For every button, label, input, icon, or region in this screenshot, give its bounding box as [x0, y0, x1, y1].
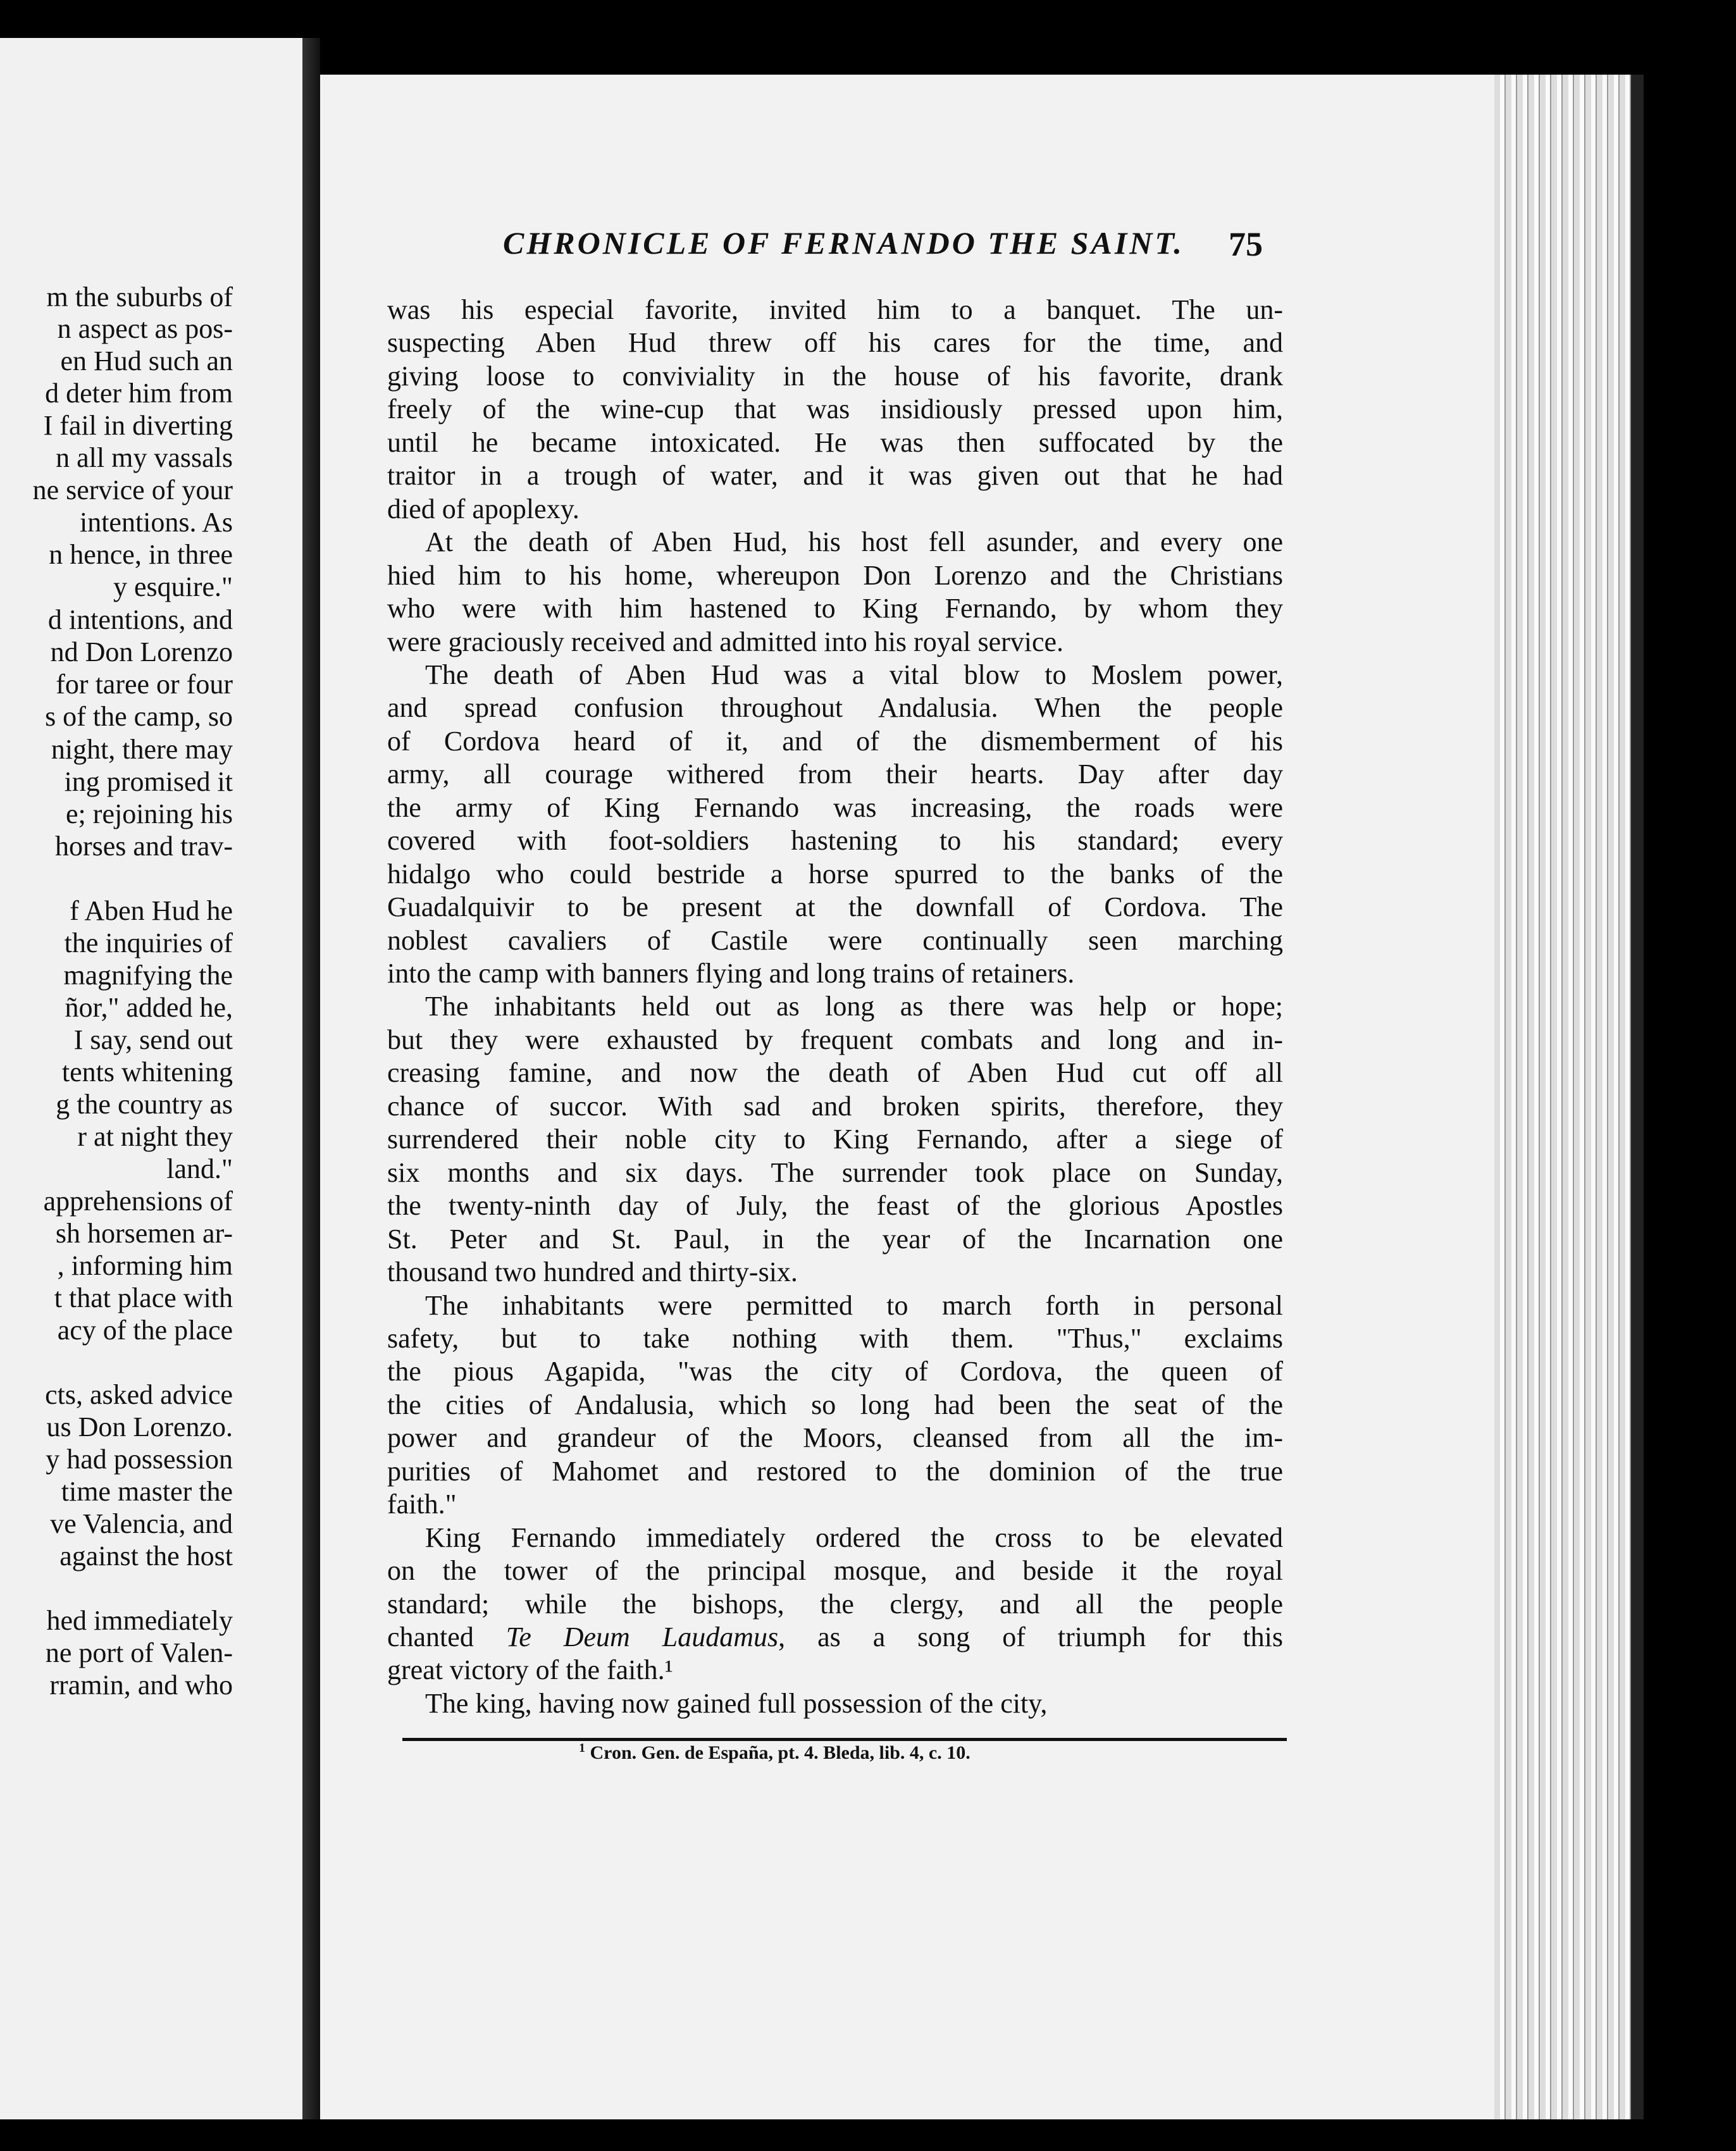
body-line: Guadalquivir to be present at the downfall of Cordova. The: [387, 891, 1283, 922]
left-page-line: for taree or four: [56, 669, 233, 700]
body-line: purities of Mahomet and restored to the dominion of the true: [387, 1456, 1283, 1487]
left-page-line: night, there may: [51, 734, 233, 765]
body-line: freely of the wine-cup that was insidiously pressed upon him,: [387, 394, 1283, 425]
body-line: the pious Agapida, "was the city of Cordova, the queen of: [387, 1356, 1283, 1387]
body-line: was his especial favorite, invited him to a banquet. The un-: [387, 294, 1283, 325]
left-page-line: f Aben Hud he: [70, 895, 233, 926]
left-page-line: I fail in diverting: [43, 410, 233, 441]
body-line: The inhabitants were permitted to march forth in personal: [425, 1290, 1283, 1321]
left-page-line: land.": [166, 1153, 233, 1184]
body-line: into the camp with banners flying and long trains of retainers.: [387, 958, 1075, 989]
body-line: hied him to his home, whereupon Don Lorenzo and the Christians: [387, 560, 1283, 591]
left-page-line: n all my vassals: [56, 442, 233, 473]
body-line: but they were exhausted by frequent combats and long and in-: [387, 1024, 1283, 1055]
body-line: giving loose to conviviality in the house of his favorite, drank: [387, 361, 1283, 392]
body-line: standard; while the bishops, the clergy, and all the people: [387, 1589, 1283, 1620]
left-page-line: r at night they: [77, 1121, 233, 1152]
left-page-line: ñor," added he,: [65, 992, 233, 1023]
left-page-line: ne port of Valen-: [45, 1637, 233, 1668]
left-page-line: hed immediately: [46, 1605, 233, 1636]
body-line: At the death of Aben Hud, his host fell asunder, and every one: [425, 526, 1283, 557]
left-page-line: sh horsemen ar-: [55, 1218, 233, 1249]
body-line: faith.": [387, 1489, 457, 1520]
footnote: [579, 1741, 970, 1764]
left-page-line: us Don Lorenzo.: [46, 1411, 233, 1442]
left-page-line: ing promised it: [64, 766, 233, 797]
left-page-line: cts, asked advice: [45, 1379, 233, 1410]
body-line: King Fernando immediately ordered the cross to be elevated: [425, 1522, 1283, 1553]
left-page-line: against the host: [59, 1540, 233, 1571]
left-page-line: nd Don Lorenzo: [50, 636, 233, 667]
left-page-line: e; rejoining his: [66, 798, 233, 829]
left-page-line: apprehensions of: [43, 1186, 233, 1217]
left-page-line: y had possession: [46, 1444, 233, 1475]
body-line: chance of succor. With sad and broken spirits, therefore, they: [387, 1091, 1283, 1122]
left-page-line: acy of the place: [57, 1315, 233, 1346]
body-line: the twenty-ninth day of July, the feast of the glorious Apostles: [387, 1190, 1283, 1221]
body-line: thousand two hundred and thirty-six.: [387, 1256, 798, 1287]
body-line: on the tower of the principal mosque, and beside it the royal: [387, 1555, 1283, 1586]
body-line: army, all courage withered from their hearts. Day after day: [387, 759, 1283, 790]
body-line: suspecting Aben Hud threw off his cares for the time, and: [387, 327, 1283, 358]
body-line: the army of King Fernando was increasing, the roads were: [387, 792, 1283, 823]
body-line: chanted Te Deum Laudamus, as a song of triumph for this: [387, 1621, 1284, 1652]
left-page-line: n hence, in three: [49, 539, 233, 570]
page-number: 75: [1229, 225, 1263, 263]
body-line: the cities of Andalusia, which so long had been the seat of the: [387, 1389, 1283, 1420]
latin-phrase: Te Deum Laudamus: [505, 1621, 779, 1652]
left-page-line: , informing him: [57, 1250, 233, 1281]
book-gutter: [302, 38, 320, 2119]
left-page-line: magnifying the: [63, 960, 233, 991]
left-page-line: horses and trav-: [54, 831, 233, 862]
body-line: covered with foot-soldiers hastening to his standard; every: [387, 825, 1283, 856]
body-line: St. Peter and St. Paul, in the year of the Incarnation one: [387, 1224, 1283, 1255]
edge-shadow: [1631, 75, 1644, 2119]
body-line: surrendered their noble city to King Fernando, after a siege of: [387, 1124, 1283, 1155]
left-page-line: t that place with: [54, 1282, 233, 1313]
body-line: The death of Aben Hud was a vital blow to Moslem power,: [425, 659, 1283, 690]
footnote-marker: 1: [579, 1741, 585, 1755]
body-line: creasing famine, and now the death of Aben Hud cut off all: [387, 1057, 1283, 1088]
left-page-line: intentions. As: [79, 507, 233, 538]
body-line: of Cordova heard of it, and of the dismemberment of his: [387, 726, 1283, 757]
left-page-line: s of the camp, so: [45, 701, 233, 732]
left-page-line: ne service of your: [32, 474, 233, 505]
left-page-line: d deter him from: [45, 378, 233, 409]
body-line: six months and six days. The surrender took place on Sunday,: [387, 1157, 1283, 1188]
running-head: CHRONICLE OF FERNANDO THE SAINT.: [503, 225, 1184, 261]
body-line: were graciously received and admitted into his royal service.: [387, 626, 1064, 657]
body-line: safety, but to take nothing with them. "Thus," exclaims: [387, 1323, 1283, 1354]
left-page: [0, 38, 304, 2119]
footnote-text: Cron. Gen. de España, pt. 4. Bleda, lib. 4, c. 10.: [590, 1742, 970, 1763]
body-line: noblest cavaliers of Castile were continually seen marching: [387, 925, 1283, 956]
body-line: power and grandeur of the Moors, cleansed from all the im-: [387, 1422, 1283, 1453]
left-page-line: g the country as: [56, 1089, 233, 1120]
body-line: and spread confusion throughout Andalusia. When the people: [387, 692, 1283, 723]
left-page-line: y esquire.": [113, 571, 233, 602]
left-page-line: rramin, and who: [49, 1670, 233, 1701]
body-line: until he became intoxicated. He was then suffocated by the: [387, 427, 1283, 458]
left-page-line: m the suburbs of: [46, 282, 233, 313]
body-line: great victory of the faith.¹: [387, 1654, 673, 1685]
page-edges: [1494, 75, 1644, 2119]
left-page-line: tents whitening: [61, 1057, 233, 1088]
left-page-line: en Hud such an: [60, 345, 233, 376]
body-line: hidalgo who could bestride a horse spurred to the banks of the: [387, 859, 1283, 890]
left-page-line: d intentions, and: [47, 604, 233, 635]
body-line: The king, having now gained full possession of the city,: [425, 1688, 1048, 1719]
left-page-line: the inquiries of: [64, 927, 233, 958]
body-line: The inhabitants held out as long as there was help or hope;: [425, 991, 1283, 1022]
body-line: traitor in a trough of water, and it was given out that he had: [387, 460, 1283, 491]
left-page-line: I say, send out: [73, 1024, 233, 1055]
body-line: who were with him hastened to King Fernando, by whom they: [387, 593, 1283, 624]
left-page-line: time master the: [61, 1476, 233, 1507]
left-page-line: n aspect as pos-: [57, 313, 233, 344]
left-page-line: ve Valencia, and: [50, 1508, 233, 1539]
body-line: died of apoplexy.: [387, 493, 580, 524]
